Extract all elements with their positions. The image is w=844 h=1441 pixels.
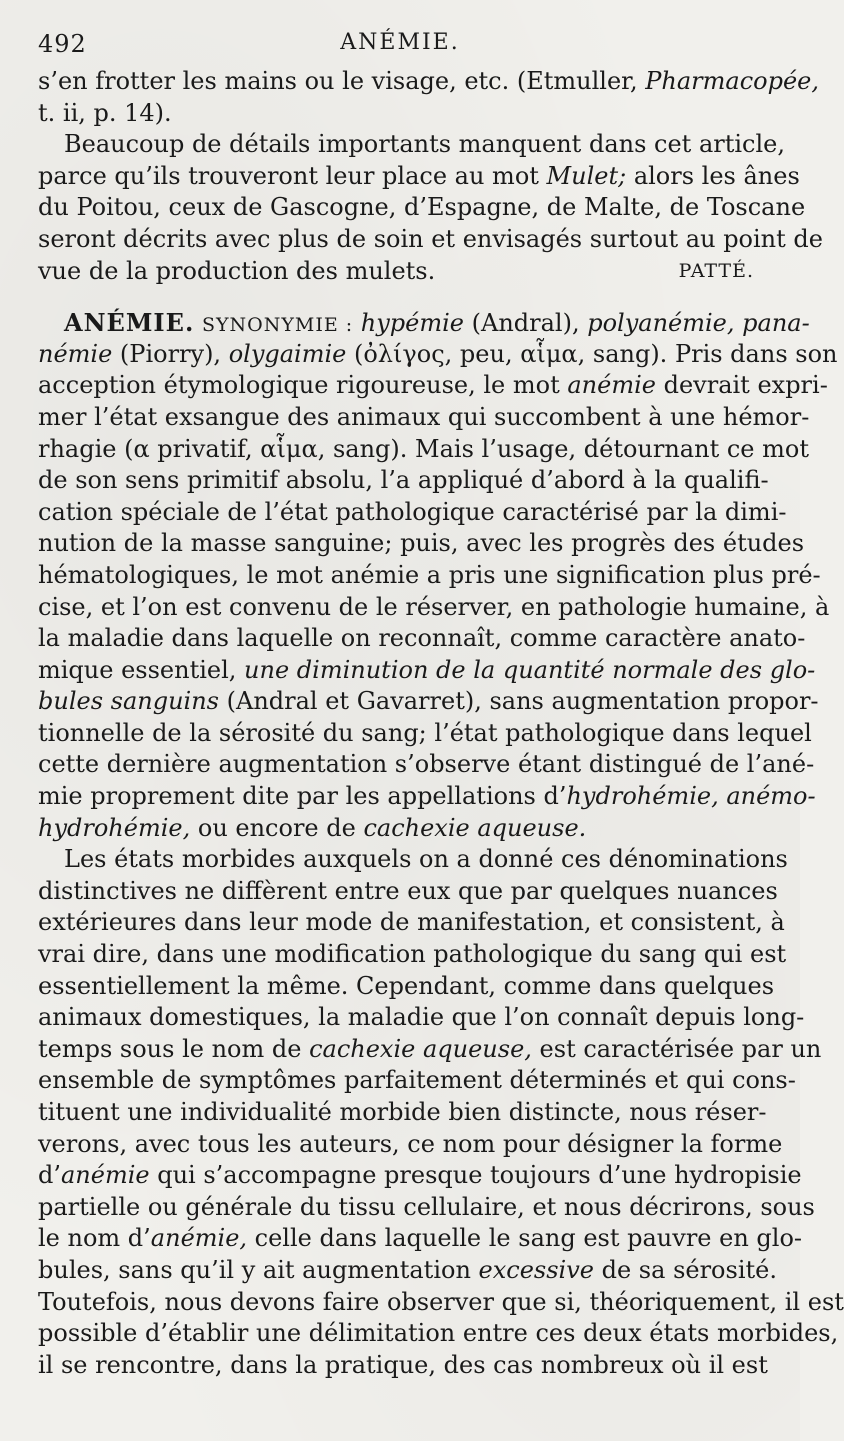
text-line: mique essentiel, une diminution de la quantité normale des glo-	[38, 655, 816, 684]
text-line: animaux domestiques, la maladie que l’on connaît depuis long-	[38, 1003, 805, 1032]
text-line: distinctives ne diffèrent entre eux que par quelques nuances	[38, 876, 778, 905]
text-line: ANÉMIE. SYNONYMIE : hypémie (Andral), polyanémie, pana-	[64, 308, 810, 338]
text-line: vue de la production des mulets. PATTÉ.	[38, 256, 762, 288]
page-number: 492	[38, 30, 87, 58]
text-line: nution de la masse sanguine; puis, avec les progrès des études	[38, 529, 805, 558]
text-line: seront décrits avec plus de soin et envisagés surtout au point de	[38, 224, 823, 253]
article-headword: ANÉMIE.	[64, 308, 195, 338]
text-line: de son sens primitif absolu, l’a appliqué d’abord à la qualifi-	[38, 466, 769, 495]
text-line: bules, sans qu’il y ait augmentation excessive de sa sérosité.	[38, 1255, 777, 1284]
article-anemie	[38, 307, 838, 844]
previous-article-ending	[38, 66, 823, 287]
text-line: bules sanguins (Andral et Gavarret), sans augmentation propor-	[38, 687, 819, 716]
running-head: ANÉMIE.	[340, 30, 460, 55]
text-line: Toutefois, nous devons faire observer que si, théoriquement, il est	[38, 1287, 844, 1316]
text-line: s’en frotter les mains ou le visage, etc. (Etmuller, Pharmacopée,	[38, 67, 820, 95]
text-line: hydrohémie, ou encore de cachexie aqueuse.	[38, 813, 587, 842]
text-line: némie (Piorry), olygaimie (ὀλίγος, peu, αἷμα, sang). Pris dans son	[38, 339, 838, 368]
text-line: mie proprement dite par les appellations d’hydrohémie, anémo-	[38, 782, 816, 811]
text-line: du Poitou, ceux de Gascogne, d’Espagne, de Malte, de Toscane	[38, 193, 806, 222]
text-line: cette dernière augmentation s’observe étant distingué de l’ané-	[38, 750, 815, 779]
text-line: essentiellement la même. Cependant, comme dans quelques	[38, 971, 775, 1000]
text-line: le nom d’anémie, celle dans laquelle le sang est pauvre en glo-	[38, 1224, 803, 1253]
synonymie-label: SYNONYMIE :	[201, 314, 354, 337]
text-line: vrai dire, dans une modification pathologique du sang qui est	[38, 940, 787, 969]
text-line: parce qu’ils trouveront leur place au mot Mulet; alors les ânes	[38, 161, 800, 190]
text-line: extérieures dans leur mode de manifestation, et consistent, à	[38, 908, 785, 937]
text-line: mer l’état exsangue des animaux qui succombent à une hémor-	[38, 402, 810, 431]
text-line: temps sous le nom de cachexie aqueuse, est caractérisée par un	[38, 1034, 822, 1063]
page-header	[38, 30, 762, 66]
text-line: hématologiques, le mot anémie a pris une signification plus pré-	[38, 560, 821, 589]
paragraph-etats-morbides	[38, 844, 844, 1381]
text-line: acception étymologique rigoureuse, le mot anémie devrait expri-	[38, 371, 828, 400]
text-line: il se rencontre, dans la pratique, des cas nombreux où il est	[38, 1350, 768, 1379]
text-line: cation spéciale de l’état pathologique caractérisé par la dimi-	[38, 497, 787, 526]
author-signature: PATTÉ.	[678, 259, 754, 282]
text-line: ensemble de symptômes parfaitement déterminés et qui cons-	[38, 1066, 796, 1095]
text-line: Beaucoup de détails importants manquent dans cet article,	[64, 130, 785, 159]
text-line: cise, et l’on est convenu de le réserver, en pathologie humaine, à	[38, 592, 830, 621]
text-line: t. ii, p. 14).	[38, 98, 172, 127]
text-line: la maladie dans laquelle on reconnaît, comme caractère anato-	[38, 624, 806, 653]
text-line: Les états morbides auxquels on a donné ces dénominations	[64, 845, 788, 874]
text-line: verons, avec tous les auteurs, ce nom pour désigner la forme	[38, 1129, 783, 1158]
text-line: tionnelle de la sérosité du sang; l’état pathologique dans lequel	[38, 718, 812, 747]
text-line: rhagie (α privatif, αἷμα, sang). Mais l’usage, détournant ce mot	[38, 434, 809, 463]
text-line: d’anémie qui s’accompagne presque toujours d’une hydropisie	[38, 1161, 802, 1190]
text-line: partielle ou générale du tissu cellulaire, et nous décrirons, sous	[38, 1192, 815, 1221]
text-line: tituent une individualité morbide bien distincte, nous réser-	[38, 1098, 767, 1126]
text-line: possible d’établir une délimitation entre ces deux états morbides,	[38, 1319, 839, 1348]
